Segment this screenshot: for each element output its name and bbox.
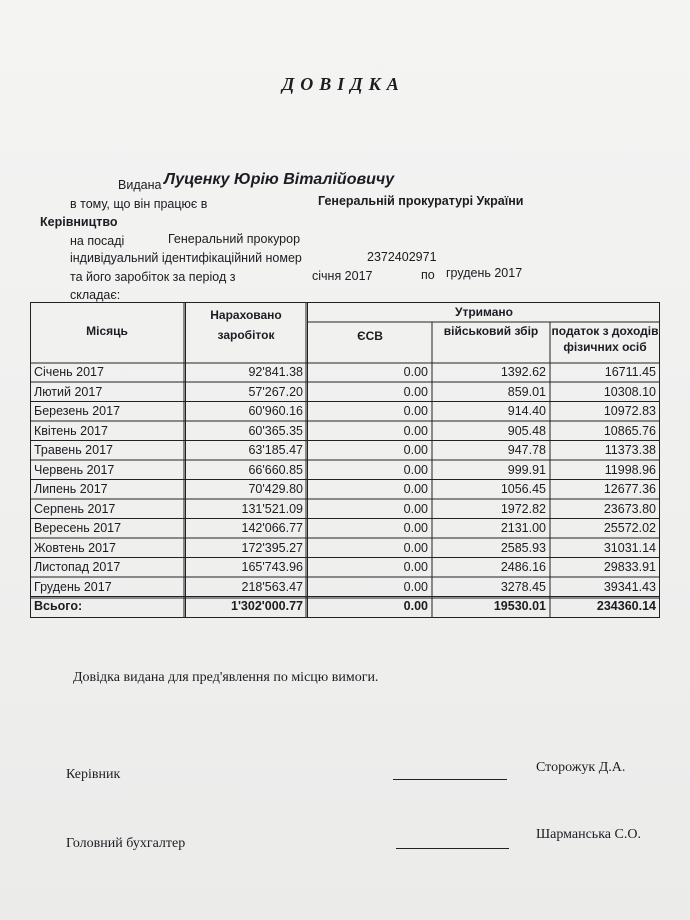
table-cell-accrued: 165'743.96	[241, 560, 303, 574]
head-signature-line	[393, 779, 507, 780]
header-accrued-line1: Нараховано	[210, 308, 282, 322]
table-cell-tax: 11998.96	[604, 462, 656, 477]
table-cell-accrued: 131'521.09	[241, 501, 303, 516]
table-cell-accrued: 60'960.16	[248, 404, 303, 418]
issued-label: Видана	[118, 178, 162, 192]
table-cell-military: 2585.93	[500, 540, 546, 555]
table-cell-month: Липень 2017	[34, 482, 108, 496]
table-cell-accrued: 92'841.38	[248, 365, 303, 379]
table-cell-esv: 0.00	[403, 579, 428, 594]
tax-id-value: 2372402971	[367, 250, 437, 264]
table-cell-accrued: 66'660.85	[248, 462, 303, 477]
header-tax-line2: фізичних осіб	[563, 340, 647, 354]
table-cell-accrued: 70'429.80	[248, 482, 303, 496]
purpose-statement: Довідка видана для пред'явлення по місцю вимоги.	[73, 670, 379, 685]
table-cell-esv: 0.00	[403, 443, 428, 457]
table-cell-tax: 23673.80	[603, 501, 656, 516]
table-cell-accrued: 218'563.47	[241, 579, 303, 594]
table-cell-accrued: 57'267.20	[248, 384, 303, 399]
organization-name: Генеральній прокуратурі України	[318, 194, 524, 208]
period-to: грудень 2017	[446, 266, 523, 280]
table-cell-tax: 31031.14	[603, 540, 656, 555]
header-military: військовий збір	[443, 324, 539, 338]
works-prefix: в тому, що він працює в	[70, 197, 208, 211]
table-cell-esv: 0.00	[403, 540, 428, 555]
header-month: Місяць	[86, 324, 128, 338]
table-cell-military: 1392.62	[500, 365, 546, 379]
total-cell-accrued: 1'302'000.77	[231, 599, 303, 613]
table-cell-month: Червень 2017	[34, 462, 115, 477]
accountant-signature-line	[396, 848, 509, 849]
table-cell-military: 3278.45	[500, 579, 546, 594]
head-label: Керівник	[66, 767, 121, 782]
table-cell-esv: 0.00	[403, 365, 428, 379]
table-cell-military: 1056.45	[500, 482, 546, 496]
period-label: та його заробіток за період з	[70, 270, 236, 284]
table-cell-esv: 0.00	[403, 384, 428, 399]
table-cell-tax: 39341.43	[603, 579, 656, 594]
accountant-name: Шарманська С.О.	[536, 827, 641, 842]
table-cell-esv: 0.00	[403, 501, 428, 516]
table-cell-military: 999.91	[507, 462, 546, 477]
table-cell-military: 2486.16	[500, 560, 546, 574]
total-cell-military: 19530.01	[493, 599, 546, 613]
table-cell-month: Серпень 2017	[34, 501, 116, 516]
table-cell-month: Листопад 2017	[34, 560, 121, 574]
table-cell-month: Грудень 2017	[34, 579, 112, 594]
table-cell-month: Травень 2017	[34, 443, 113, 457]
position-value: Генеральний прокурор	[168, 232, 301, 246]
table-cell-military: 914.40	[507, 404, 546, 418]
table-cell-month: Жовтень 2017	[34, 540, 116, 555]
table-cell-military: 859.01	[507, 384, 546, 399]
table-cell-esv: 0.00	[403, 521, 428, 535]
table-cell-month: Березень 2017	[34, 404, 121, 418]
table-cell-tax: 12677.36	[603, 482, 656, 496]
table-cell-tax: 10865.76	[603, 423, 656, 438]
period-from: січня 2017	[312, 269, 373, 283]
recipient-name: Луценку Юрію Віталійовичу	[164, 171, 395, 188]
total-cell-esv: 0.00	[403, 599, 428, 613]
table-cell-esv: 0.00	[403, 482, 428, 496]
table-cell-military: 2131.00	[500, 521, 546, 535]
table-cell-accrued: 60'365.35	[248, 423, 303, 438]
table-cell-month: Січень 2017	[34, 365, 104, 379]
composes-label: складає:	[70, 288, 121, 302]
table-cell-esv: 0.00	[403, 462, 428, 477]
header-withheld: Утримано	[454, 305, 514, 319]
table-cell-month: Квітень 2017	[34, 423, 108, 438]
total-cell-tax: 234360.14	[596, 599, 656, 613]
table-cell-military: 1972.82	[500, 501, 546, 516]
table-cell-military: 947.78	[507, 443, 546, 457]
total-cell-label: Всього:	[34, 599, 83, 613]
accountant-label: Головний бухгалтер	[66, 836, 186, 851]
table-cell-tax: 25572.02	[603, 521, 656, 535]
table-cell-tax: 10308.10	[603, 384, 656, 399]
table-cell-tax: 10972.83	[603, 404, 656, 418]
table-cell-esv: 0.00	[403, 560, 428, 574]
table-cell-tax: 29833.91	[603, 560, 656, 574]
header-accrued-line2: заробіток	[217, 328, 275, 342]
header-tax-line1: податок з доходів	[551, 324, 659, 338]
table-cell-month: Лютий 2017	[34, 384, 103, 399]
head-name: Сторожук Д.А.	[536, 760, 626, 775]
document-title: ДОВІДКА	[282, 74, 405, 94]
department-name: Керівництво	[40, 215, 118, 229]
table-cell-esv: 0.00	[403, 423, 428, 438]
table-cell-military: 905.48	[507, 423, 546, 438]
table-cell-tax: 11373.38	[604, 443, 656, 457]
tax-id-label: індивідуальний ідентифікаційний номер	[70, 251, 302, 265]
header-esv: ЄСВ	[357, 329, 383, 343]
table-cell-esv: 0.00	[403, 404, 428, 418]
table-cell-accrued: 172'395.27	[241, 540, 303, 555]
table-cell-month: Вересень 2017	[34, 521, 122, 535]
table-cell-accrued: 142'066.77	[241, 521, 303, 535]
table-cell-accrued: 63'185.47	[248, 443, 303, 457]
position-label: на посаді	[70, 234, 125, 248]
period-to-label: по	[421, 268, 435, 282]
table-cell-tax: 16711.45	[604, 365, 656, 379]
